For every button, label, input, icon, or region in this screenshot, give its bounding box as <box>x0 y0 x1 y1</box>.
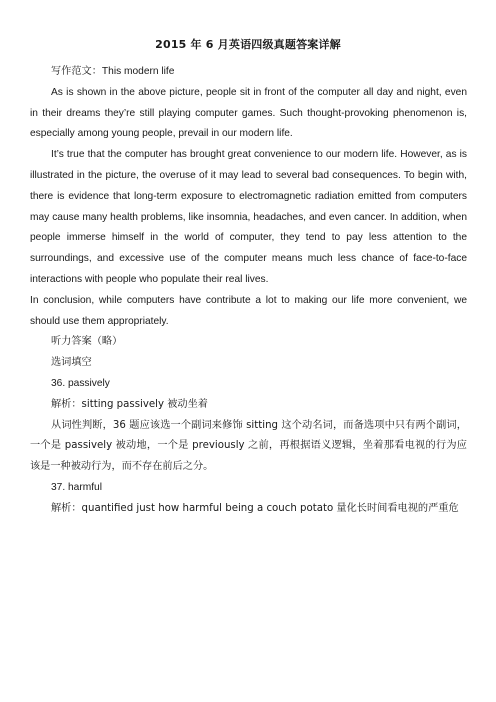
q37-analysis: 解析：quantified just how harmful being a couch potato 量化长时间看电视的严重危 <box>51 502 459 514</box>
essay-heading: 写作范文：This modern life <box>51 66 175 77</box>
essay-paragraph-1: As is shown in the above picture, people sit in front of the computer all day and night, even in their dreams they’re still playing computer games. Such thought-provoking phenomenon is, especially among young people, prevail in our modern life. <box>30 86 467 140</box>
cloze-heading: 选词填空 <box>51 357 92 369</box>
listening-note: 听力答案（略） <box>51 336 123 348</box>
page-title: 2015 年 6 月英语四级真题答案详解 <box>155 38 341 51</box>
q37-answer: 37. harmful <box>51 481 102 493</box>
q36-analysis: 解析：sitting passively 被动坐着 <box>51 398 208 410</box>
document-body <box>30 62 467 520</box>
q36-explanation: 从词性判断，36 题应该选一个副词来修饰 sitting 这个动名词，而备选项中只有两个副词，一个是 passively 被动地，一个是 previously 之前，再根据语义逻辑，坐着那看电视的行为应该是一种被动行为，而不存在前后之分。 <box>30 419 467 473</box>
q36-answer: 36. passively <box>51 377 110 389</box>
essay-paragraph-2: It’s true that the computer has brought great convenience to our modern life. However, as is illustrated in the picture, the overuse of it may lead to several bad consequences. To begin with, there is evidence that long-term exposure to electromagnetic radiation emitted from computers may cause many health problems, like insomnia, headaches, and even cancer. In addition, when people immerse himself in the world of computer, they tend to pay less attention to the surroundings, and excessive use of the computer means much less chance of face-to-face interactions with people who populate their real lives. <box>30 149 467 285</box>
essay-paragraph-3: In conclusion, while computers have contribute a lot to making our life more convenient, we should use them appropriately. <box>30 294 467 327</box>
